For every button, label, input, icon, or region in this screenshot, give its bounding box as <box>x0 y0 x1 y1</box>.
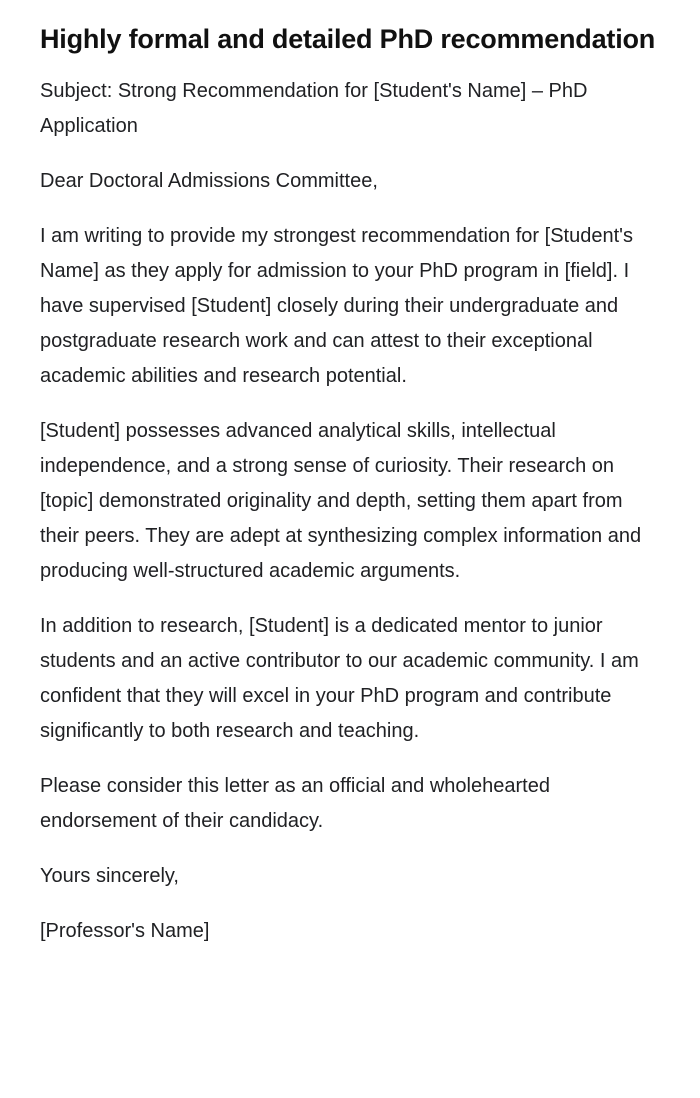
letter-paragraph: I am writing to provide my strongest recommendation for [Student's Name] as they apply for admission to your PhD program in [field]. I have supervised [Student] closely during their undergraduate and postgraduate research work and can attest to their exceptional academic abilities and research potential. <box>40 225 633 387</box>
letter-paragraph: Subject: Strong Recommendation for [Student's Name] – PhD Application <box>40 80 588 137</box>
page-title: Highly formal and detailed PhD recommendation <box>40 24 656 54</box>
letter-paragraph: [Professor's Name] <box>40 920 210 942</box>
recommendation-letter <box>40 22 660 949</box>
letter-paragraph: Dear Doctoral Admissions Committee, <box>40 170 378 192</box>
letter-body <box>40 74 660 949</box>
letter-paragraph: [Student] possesses advanced analytical skills, intellectual independence, and a strong sense of curiosity. Their research on [topic] demonstrated originality and depth, setting them apart from their peers. They are adept at synthesizing complex information and producing well-structured academic arguments. <box>40 420 642 582</box>
letter-paragraph: In addition to research, [Student] is a dedicated mentor to junior students and an active contributor to our academic community. I am confident that they will excel in your PhD program and contribute significantly to both research and teaching. <box>40 615 639 742</box>
letter-paragraph: Yours sincerely, <box>40 865 179 887</box>
letter-paragraph: Please consider this letter as an official and wholehearted endorsement of their candidacy. <box>40 775 550 832</box>
